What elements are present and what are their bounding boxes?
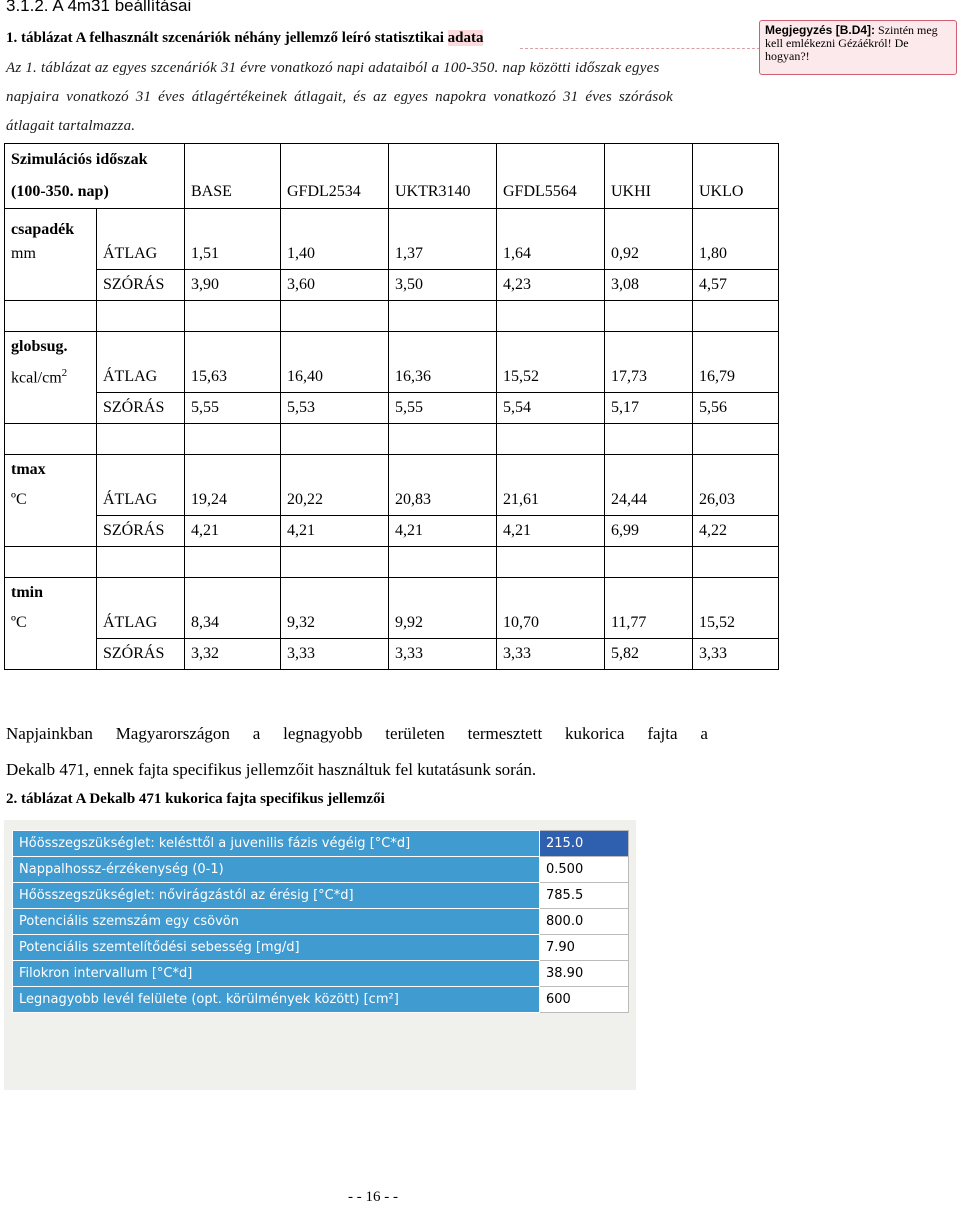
unit-cell bbox=[5, 239, 97, 270]
mean-value: 17,73 bbox=[605, 362, 693, 393]
sd-value: 4,21 bbox=[185, 516, 281, 547]
mean-value: 26,03 bbox=[693, 485, 779, 516]
paragraph-word: legnagyobb bbox=[283, 724, 363, 743]
mean-value: 0,92 bbox=[605, 239, 693, 270]
paragraph-word: Napjainkban bbox=[6, 724, 93, 743]
comment-connector-line bbox=[520, 48, 760, 49]
sd-label: SZÓRÁS bbox=[97, 270, 185, 301]
comment-balloon[interactable] bbox=[759, 20, 957, 75]
blank-cell bbox=[693, 301, 779, 332]
parameter-name: Hőösszegszükséglet: nővirágzástól az érésig [°C*d] bbox=[13, 883, 540, 909]
variable-name: tmax bbox=[5, 455, 97, 486]
mean-label: ÁTLAG bbox=[97, 362, 185, 393]
header-blank-cell bbox=[185, 144, 281, 177]
unit-cell bbox=[5, 362, 97, 393]
sd-value: 5,55 bbox=[389, 393, 497, 424]
mean-value: 21,61 bbox=[497, 485, 605, 516]
unit-label: ºC bbox=[11, 614, 27, 632]
sd-value: 5,55 bbox=[185, 393, 281, 424]
table1-caption bbox=[6, 30, 483, 47]
sd-value: 3,60 bbox=[281, 270, 389, 301]
description-line-3: átlagait tartalmazza. bbox=[6, 118, 136, 134]
blank-cell bbox=[281, 424, 389, 455]
blank-cell bbox=[693, 332, 779, 363]
sd-value: 4,57 bbox=[693, 270, 779, 301]
header-blank-cell bbox=[281, 144, 389, 177]
blank-cell bbox=[281, 455, 389, 486]
column-header: UKTR3140 bbox=[389, 176, 497, 209]
table-header-row bbox=[5, 144, 779, 177]
comment-text: Szintén meg kell emlékezni Gézáékról! De hogyan?! bbox=[765, 23, 938, 63]
spacer-row bbox=[5, 424, 779, 455]
parameter-name: Filokron intervallum [°C*d] bbox=[13, 961, 540, 987]
column-header: BASE bbox=[185, 176, 281, 209]
parameter-row[interactable] bbox=[13, 961, 629, 987]
blank-cell bbox=[693, 424, 779, 455]
parameter-value-field[interactable]: 38.90 bbox=[540, 961, 629, 987]
mean-row bbox=[5, 485, 779, 516]
mean-row bbox=[5, 362, 779, 393]
blank-cell bbox=[605, 578, 693, 609]
sd-value: 3,33 bbox=[497, 639, 605, 670]
sd-value: 3,32 bbox=[185, 639, 281, 670]
parameter-row[interactable] bbox=[13, 857, 629, 883]
mean-row bbox=[5, 239, 779, 270]
blank-cell bbox=[281, 301, 389, 332]
mean-row bbox=[5, 608, 779, 639]
unit-label: kcal/cm bbox=[11, 369, 62, 387]
column-header: GFDL2534 bbox=[281, 176, 389, 209]
blank-cell bbox=[389, 332, 497, 363]
unit-label: ºC bbox=[11, 491, 27, 509]
blank-cell bbox=[693, 455, 779, 486]
blank-cell bbox=[281, 547, 389, 578]
blank-cell bbox=[693, 547, 779, 578]
blank-cell bbox=[97, 209, 185, 240]
mean-label: ÁTLAG bbox=[97, 608, 185, 639]
paragraph-word: a bbox=[252, 724, 261, 743]
sd-row bbox=[5, 393, 779, 424]
parameter-row[interactable] bbox=[13, 987, 629, 1013]
mean-value: 11,77 bbox=[605, 608, 693, 639]
blank-cell bbox=[389, 547, 497, 578]
blank-cell bbox=[605, 424, 693, 455]
blank-cell bbox=[497, 547, 605, 578]
blank-cell bbox=[97, 332, 185, 363]
blank-cell bbox=[97, 578, 185, 609]
sd-value: 4,21 bbox=[497, 516, 605, 547]
blank-cell bbox=[281, 332, 389, 363]
parameter-value-field[interactable]: 800.0 bbox=[540, 909, 629, 935]
parameter-row[interactable] bbox=[13, 883, 629, 909]
blank-cell bbox=[97, 547, 185, 578]
parameter-value-field[interactable]: 215.0 bbox=[540, 831, 629, 857]
blank-cell bbox=[605, 301, 693, 332]
paragraph-word: a bbox=[700, 724, 708, 743]
spacer-row bbox=[5, 547, 779, 578]
group-name-row bbox=[5, 455, 779, 486]
mean-value: 8,34 bbox=[185, 608, 281, 639]
blank-cell bbox=[5, 393, 97, 424]
highlighted-word[interactable]: adata bbox=[447, 30, 484, 46]
sd-row bbox=[5, 270, 779, 301]
parameter-row[interactable] bbox=[13, 909, 629, 935]
blank-cell bbox=[185, 332, 281, 363]
sd-label: SZÓRÁS bbox=[97, 393, 185, 424]
comment-label: Megjegyzés [B.D4]: bbox=[765, 23, 876, 37]
blank-cell bbox=[497, 332, 605, 363]
blank-cell bbox=[605, 332, 693, 363]
group-name-row bbox=[5, 332, 779, 363]
mean-value: 15,52 bbox=[497, 362, 605, 393]
mean-value: 1,64 bbox=[497, 239, 605, 270]
parameter-value-field[interactable]: 600 bbox=[540, 987, 629, 1013]
sd-value: 3,33 bbox=[389, 639, 497, 670]
spacer-row bbox=[5, 301, 779, 332]
blank-cell bbox=[185, 455, 281, 486]
mean-value: 9,32 bbox=[281, 608, 389, 639]
parameter-row[interactable] bbox=[13, 935, 629, 961]
paragraph-word: fajta bbox=[647, 724, 678, 743]
parameter-grid bbox=[12, 830, 629, 1013]
blank-cell bbox=[605, 455, 693, 486]
column-header: UKHI bbox=[605, 176, 693, 209]
paragraph-line-2: Dekalb 471, ennek fajta specifikus jellemzőit használtuk fel kutatásunk során. bbox=[6, 760, 537, 779]
blank-cell bbox=[5, 516, 97, 547]
parameter-value-field[interactable]: 7.90 bbox=[540, 935, 629, 961]
paragraph-word: termesztett bbox=[467, 724, 543, 743]
paragraph-line-1 bbox=[6, 724, 708, 744]
column-header: GFDL5564 bbox=[497, 176, 605, 209]
group-name-row bbox=[5, 578, 779, 609]
table2-caption: 2. táblázat A Dekalb 471 kukorica fajta specifikus jellemzői bbox=[6, 791, 385, 807]
mean-value: 1,51 bbox=[185, 239, 281, 270]
sd-value: 3,50 bbox=[389, 270, 497, 301]
blank-cell bbox=[497, 301, 605, 332]
unit-label: mm bbox=[11, 245, 36, 263]
mean-value: 20,22 bbox=[281, 485, 389, 516]
parameter-value-field[interactable]: 0.500 bbox=[540, 857, 629, 883]
sd-value: 5,53 bbox=[281, 393, 389, 424]
blank-cell bbox=[185, 301, 281, 332]
blank-cell bbox=[497, 209, 605, 240]
table-header-row bbox=[5, 176, 779, 209]
paragraph-word: Magyarországon bbox=[115, 724, 230, 743]
parameter-row[interactable] bbox=[13, 831, 629, 857]
description-line-2: napjaira vonatkozó 31 éves átlagértékeinek átlagait, és az egyes napokra vonatkozó 31 éves szórások bbox=[6, 89, 674, 105]
sd-value: 4,21 bbox=[389, 516, 497, 547]
blank-cell bbox=[97, 424, 185, 455]
variable-name: tmin bbox=[5, 578, 97, 609]
group-name-row bbox=[5, 209, 779, 240]
header-blank-cell bbox=[605, 144, 693, 177]
sd-value: 4,22 bbox=[693, 516, 779, 547]
sd-value: 5,54 bbox=[497, 393, 605, 424]
blank-cell bbox=[497, 455, 605, 486]
parameter-name: Legnagyobb levél felülete (opt. körülmények között) [cm²] bbox=[13, 987, 540, 1013]
period-range: (100-350. nap) bbox=[5, 176, 185, 209]
sd-value: 5,17 bbox=[605, 393, 693, 424]
blank-cell bbox=[5, 270, 97, 301]
sd-value: 3,33 bbox=[693, 639, 779, 670]
blank-cell bbox=[389, 424, 497, 455]
scenario-statistics-table bbox=[4, 143, 779, 670]
sd-row bbox=[5, 639, 779, 670]
mean-value: 15,63 bbox=[185, 362, 281, 393]
sd-value: 3,33 bbox=[281, 639, 389, 670]
blank-cell bbox=[281, 578, 389, 609]
sd-value: 6,99 bbox=[605, 516, 693, 547]
variable-name: csapadék bbox=[5, 209, 97, 240]
blank-cell bbox=[5, 639, 97, 670]
unit-superscript: 2 bbox=[61, 367, 68, 380]
mean-value: 19,24 bbox=[185, 485, 281, 516]
sd-label: SZÓRÁS bbox=[97, 639, 185, 670]
blank-cell bbox=[389, 209, 497, 240]
sd-value: 3,08 bbox=[605, 270, 693, 301]
mean-value: 10,70 bbox=[497, 608, 605, 639]
mean-label: ÁTLAG bbox=[97, 239, 185, 270]
blank-cell bbox=[389, 578, 497, 609]
parameter-name: Potenciális szemtelítődési sebesség [mg/d] bbox=[13, 935, 540, 961]
page-number: - - 16 - - bbox=[348, 1189, 398, 1205]
sd-value: 4,21 bbox=[281, 516, 389, 547]
blank-cell bbox=[605, 547, 693, 578]
description-line-1: Az 1. táblázat az egyes szcenáriók 31 évre vonatkozó napi adataiból a 100-350. nap közötti időszak egyes bbox=[6, 60, 660, 76]
blank-cell bbox=[185, 547, 281, 578]
table1-caption-text: 1. táblázat A felhasznált szcenáriók néhány jellemző leíró statisztikai bbox=[6, 30, 448, 46]
header-blank-cell bbox=[497, 144, 605, 177]
blank-cell bbox=[185, 209, 281, 240]
mean-value: 24,44 bbox=[605, 485, 693, 516]
unit-cell bbox=[5, 608, 97, 639]
mean-label: ÁTLAG bbox=[97, 485, 185, 516]
blank-cell bbox=[281, 209, 389, 240]
variable-name: globsug. bbox=[5, 332, 97, 363]
blank-cell bbox=[389, 455, 497, 486]
parameter-name: Nappalhossz-érzékenység (0-1) bbox=[13, 857, 540, 883]
mean-value: 16,40 bbox=[281, 362, 389, 393]
header-blank-cell bbox=[693, 144, 779, 177]
blank-cell bbox=[497, 578, 605, 609]
sd-value: 5,82 bbox=[605, 639, 693, 670]
sd-value: 4,23 bbox=[497, 270, 605, 301]
blank-cell bbox=[5, 424, 97, 455]
sd-row bbox=[5, 516, 779, 547]
paragraph-word: kukorica bbox=[565, 724, 625, 743]
sd-label: SZÓRÁS bbox=[97, 516, 185, 547]
mean-value: 16,36 bbox=[389, 362, 497, 393]
blank-cell bbox=[389, 301, 497, 332]
sd-value: 5,56 bbox=[693, 393, 779, 424]
blank-cell bbox=[97, 455, 185, 486]
header-blank-cell bbox=[389, 144, 497, 177]
blank-cell bbox=[497, 424, 605, 455]
blank-cell bbox=[605, 209, 693, 240]
mean-value: 1,37 bbox=[389, 239, 497, 270]
parameter-name: Hőösszegszükséglet: kelésttől a juvenilis fázis végéig [°C*d] bbox=[13, 831, 540, 857]
blank-cell bbox=[185, 578, 281, 609]
column-header: UKLO bbox=[693, 176, 779, 209]
blank-cell bbox=[693, 578, 779, 609]
paragraph-word: területen bbox=[385, 724, 445, 743]
sd-value: 3,90 bbox=[185, 270, 281, 301]
mean-value: 1,80 bbox=[693, 239, 779, 270]
mean-value: 16,79 bbox=[693, 362, 779, 393]
blank-cell bbox=[185, 424, 281, 455]
parameter-name: Potenciális szemszám egy csövön bbox=[13, 909, 540, 935]
parameter-value-field[interactable]: 785.5 bbox=[540, 883, 629, 909]
mean-value: 20,83 bbox=[389, 485, 497, 516]
period-label: Szimulációs időszak bbox=[5, 144, 185, 177]
unit-cell bbox=[5, 485, 97, 516]
mean-value: 15,52 bbox=[693, 608, 779, 639]
blank-cell bbox=[5, 547, 97, 578]
mean-value: 1,40 bbox=[281, 239, 389, 270]
blank-cell bbox=[693, 209, 779, 240]
mean-value: 9,92 bbox=[389, 608, 497, 639]
blank-cell bbox=[97, 301, 185, 332]
blank-cell bbox=[5, 301, 97, 332]
parameter-panel bbox=[4, 820, 636, 1090]
section-heading: 3.1.2. A 4m31 beállításai bbox=[6, 0, 192, 15]
